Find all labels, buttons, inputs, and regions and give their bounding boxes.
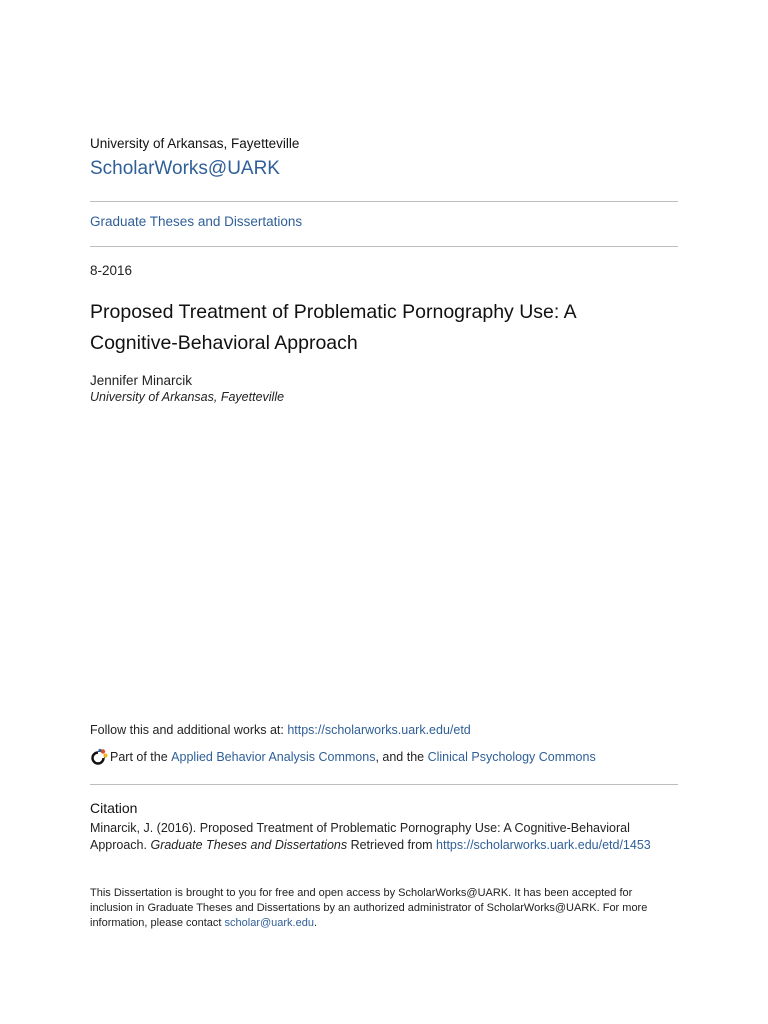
clinical-psychology-commons-link[interactable]: Clinical Psychology Commons: [427, 750, 596, 764]
divider: [90, 246, 678, 247]
document-title: Proposed Treatment of Problematic Pornography Use: A Cognitive-Behavioral Approach: [90, 301, 576, 354]
citation-retrieved: Retrieved from: [347, 838, 437, 852]
follow-url-link[interactable]: https://scholarworks.uark.edu/etd: [287, 723, 471, 737]
divider: [90, 784, 678, 785]
citation-body: Minarcik, J. (2016). Proposed Treatment of Problematic Pornography Use: A Cognitive-Behavioral Approach.: [90, 821, 630, 852]
follow-line: [90, 723, 471, 737]
citation-url-link[interactable]: https://scholarworks.uark.edu/etd/1453: [436, 838, 651, 852]
citation-series: Graduate Theses and Dissertations: [150, 838, 348, 852]
institution-name: University of Arkansas, Fayetteville: [90, 136, 300, 151]
part-of-line: [90, 748, 596, 766]
author-affiliation: University of Arkansas, Fayetteville: [90, 390, 285, 404]
part-of-label: Part of the: [110, 750, 168, 764]
follow-label: Follow this and additional works at:: [90, 723, 288, 737]
part-of-connector: , and the: [375, 750, 425, 764]
author-name: Jennifer Minarcik: [90, 373, 193, 388]
publication-date: 8-2016: [90, 263, 133, 278]
commons-network-icon: [90, 748, 108, 766]
citation-text: [90, 820, 678, 854]
access-notice: [90, 886, 678, 931]
contact-email-link[interactable]: scholar@uark.edu: [224, 917, 314, 929]
citation-heading: Citation: [90, 800, 138, 816]
divider: [90, 201, 678, 202]
series-link[interactable]: Graduate Theses and Dissertations: [90, 214, 303, 229]
notice-text: This Dissertation is brought to you for free and open access by ScholarWorks@UARK. It has been accepted for inclusion in Graduate Theses and Dissertations by an authorized administrator of ScholarWorks@UARK. For more information, please contact: [90, 887, 648, 929]
repository-link[interactable]: ScholarWorks@UARK: [90, 158, 280, 179]
notice-end: .: [313, 917, 318, 929]
applied-behavior-commons-link[interactable]: Applied Behavior Analysis Commons: [171, 750, 376, 764]
